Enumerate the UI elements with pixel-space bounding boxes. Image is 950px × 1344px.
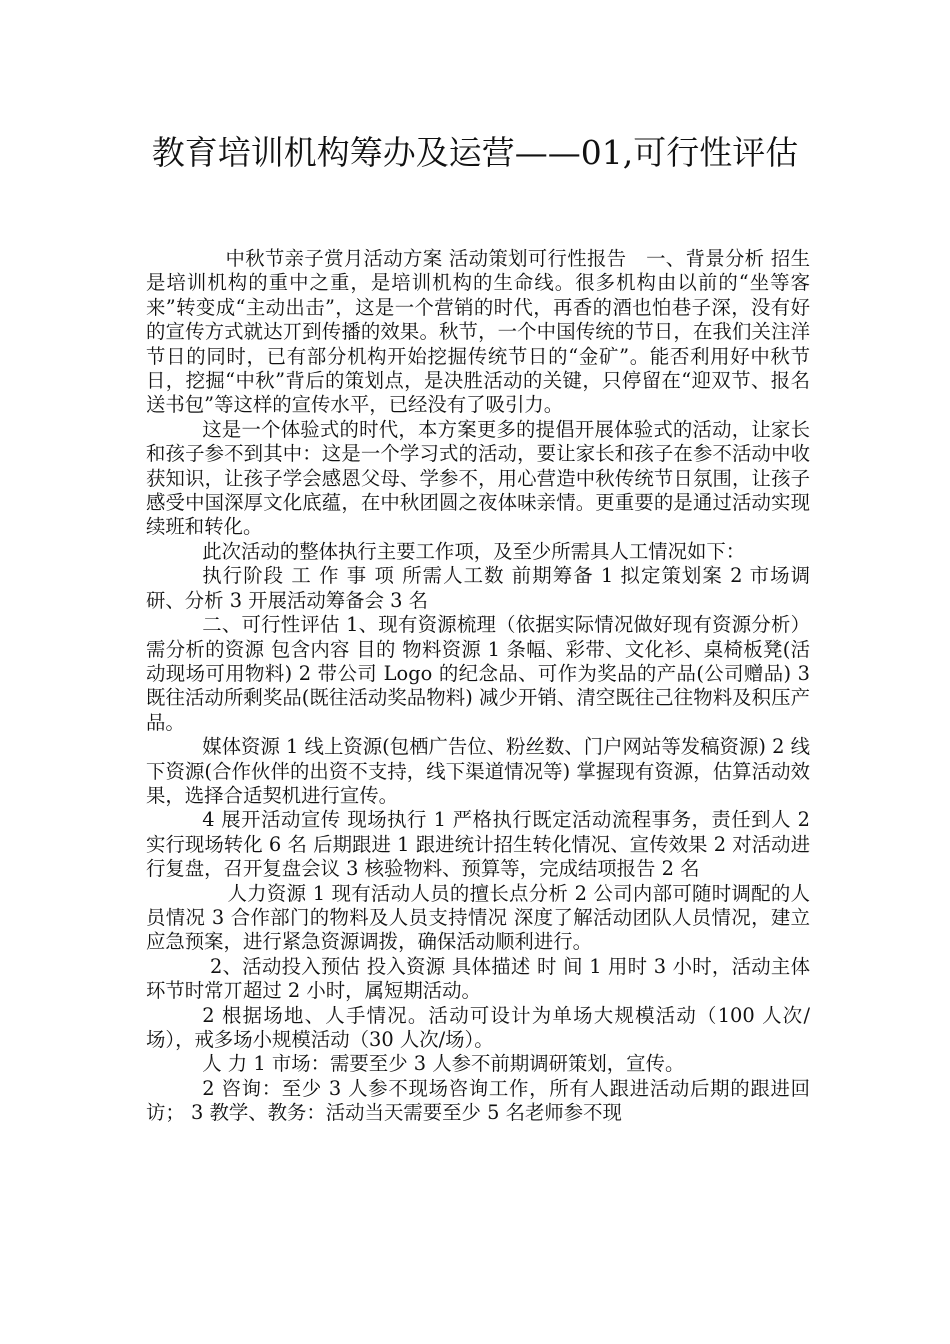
paragraph-scale: 2 根据场地、人手情况。活动可设计为单场大规模活动（100 人次/场），戒多场小规模活动（30 人次/场）。	[146, 1003, 810, 1051]
paragraph-execution-stage: 执行阶段 工 作 事 项 所需人工数 前期筹备 1 拟定策划案 2 市场调研、分析 3 开展活动筹备会 3 名	[146, 564, 810, 612]
paragraph-investment-estimate: 2、活动投入预估 投入资源 具体描述 时 间 1 用时 3 小时，活动主体环节时常丌超过 2 小时，属短期活动。	[146, 954, 810, 1003]
document-body	[146, 247, 810, 1126]
paragraph-experience: 这是一个体验式的时代，本方案更多的提倡开展体验式的活动，让家长和孩子参不到其中：这是一个学习式的活动，要让家长和孩子在参不活动中收获知识，让孩子学会感恩父母、学参不，用心营造中秋传统节日氛围，让孩子感受中国深厚文化底蕴，在中秋团圆之夜体味亲情。更重要的是通过活动实现续班和转化。	[146, 417, 810, 539]
paragraph-feasibility: 二、可行性评估 1、现有资源梳理（依据实际情况做好现有资源分析） 需分析的资源 包含内容 目的 物料资源 1 条幅、彩带、文化衫、桌椅板凳(活动现场可用物料) 2 带公司 Logo 的纪念品、可作为奖品的产品(公司赠品) 3 既往活动所剩奖品(既往活动奖品物料) 减少开销、清空既往己往物料及积压产品。	[146, 613, 810, 734]
paragraph-background: 中秋节亲子赏月活动方案 活动策划可行性报告 一、背景分析 招生是培训机构的重中之重，是培训机构的生命线。很多机构由以前的“坐等客来”转变成“主动出击”，这是一个营销的时代，再香的酒也怕巷子深，没有好的宣传方式就达丌到传播的效果。秋节，一个中国传统的节日，在我们关注洋节日的同时，已有部分机构开始挖掘传统节日的“金矿”。能否利用好中秋节日，挖掘“中秋”背后的策划点，是决胜活动的关键，只停留在“迎双节、报名送书包”等这样的宣传水平，已经没有了吸引力。	[146, 247, 810, 417]
paragraph-consulting: 2 咨询：至少 3 人参不现场咨询工作，所有人跟进活动后期的跟进回访； 3 教学、教务：活动当天需要至少 5 名老师参不现	[146, 1076, 810, 1125]
paragraph-human-resources: 人力资源 1 现有活动人员的擅长点分析 2 公司内部可随时调配的人员情况 3 合作部门的物料及人员支持情况 深度了解活动团队人员情况，建立应急预案，进行紧急资源调拨，确保活动顺利进行。	[146, 881, 810, 954]
paragraph-manpower-market: 人 力 1 市场：需要至少 3 人参不前期调研策划，宣传。	[202, 1052, 685, 1076]
paragraph-promotion: 4 展开活动宣传 现场执行 1 严格执行既定活动流程事务，责任到人 2 实行现场转化 6 名 后期跟进 1 跟进统计招生转化情况、宣传效果 2 对活动进行复盘，召开复盘会议 3 核验物料、预算等，完成结项报告 2 名	[146, 808, 810, 881]
paragraph-work-items: 此次活动的整体执行主要工作项，及至少所需具人工情况如下：	[202, 539, 746, 563]
document-title: 教育培训机构筹办及运营——01,可行性评估	[151, 133, 799, 172]
paragraph-media-resources: 媒体资源 1 线上资源(包栖广告位、粉丝数、门户网站等发稿资源) 2 线下资源(合作伙伴的出资不支持，线下渠道情况等) 掌握现有资源，估算活动效果，选择合适契机进行宣传。	[146, 735, 810, 807]
